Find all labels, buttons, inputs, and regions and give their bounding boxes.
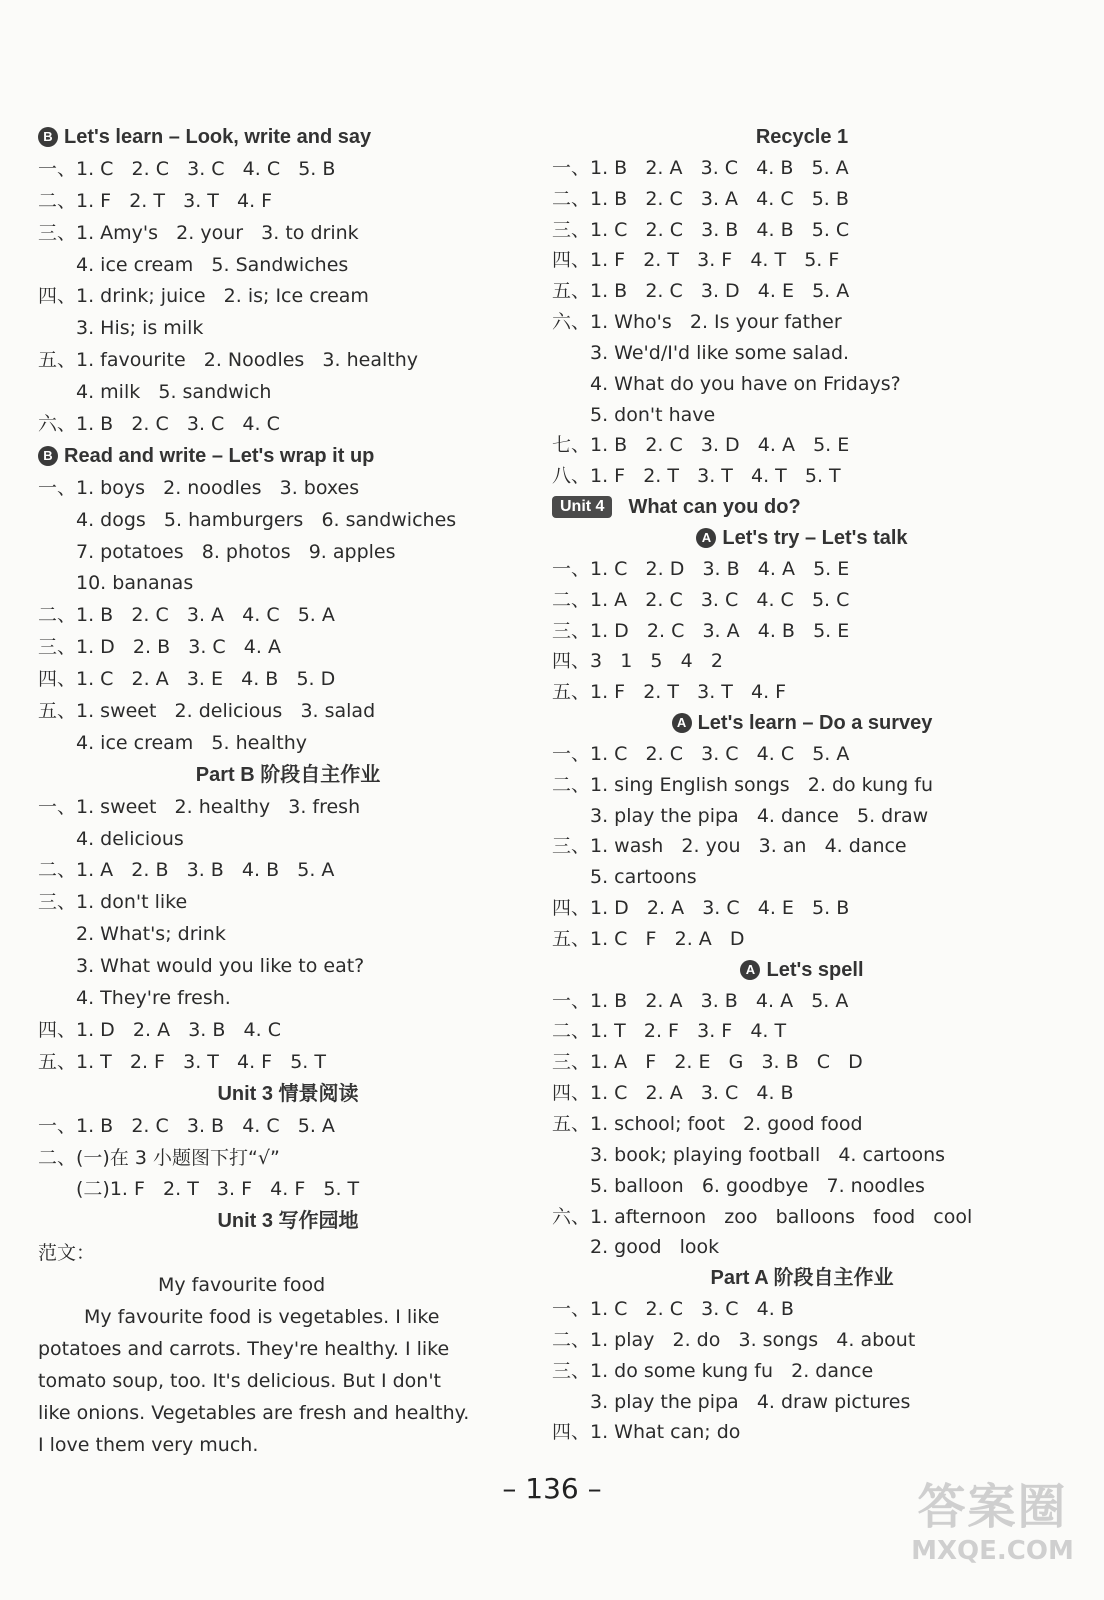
- answer-line: 3. play the pipa 4. dance 5. draw: [590, 804, 929, 827]
- answer-line: 4. What do you have on Fridays?: [590, 372, 901, 395]
- answer-line: 一、1. C 2. C 3. C 4. B: [552, 1298, 794, 1321]
- unit-label: Unit 4: [552, 496, 612, 518]
- answer-line: (二)1. F 2. T 3. F 4. F 5. T: [76, 1178, 360, 1201]
- answer-line: tomato soup, too. It's delicious. But I don't: [38, 1369, 441, 1392]
- answer-line: 二、1. B 2. C 3. A 4. C 5. A: [38, 604, 335, 627]
- answer-line: 三、1. C 2. C 3. B 4. B 5. C: [552, 218, 850, 241]
- part-badge-icon: A: [672, 713, 692, 733]
- section-heading-text: Unit 3 情景阅读: [217, 1082, 359, 1105]
- part-badge-icon: A: [740, 960, 760, 980]
- answer-line: 四、1. C 2. A 3. C 4. B: [552, 1082, 794, 1105]
- answer-line: 一、1. C 2. C 3. C 4. C 5. A: [552, 742, 850, 765]
- answer-line: 四、1. drink; juice 2. is; Ice cream: [38, 285, 369, 308]
- answer-line: 4. They're fresh.: [76, 987, 231, 1010]
- section-heading: [552, 1263, 1052, 1294]
- section-heading-text: Unit 3 写作园地: [217, 1210, 359, 1233]
- answer-line: 一、1. C 2. D 3. B 4. A 5. E: [552, 557, 850, 580]
- answer-line: 六、1. afternoon zoo balloons food cool: [552, 1205, 973, 1228]
- answer-line: potatoes and carrots. They're healthy. I like: [38, 1337, 450, 1360]
- section-heading-text: Let's learn – Look, write and say: [64, 126, 372, 148]
- answer-line: 一、1. B 2. A 3. C 4. B 5. A: [552, 156, 849, 179]
- answer-line: 四、1. C 2. A 3. E 4. B 5. D: [38, 668, 336, 691]
- answer-line: 六、1. B 2. C 3. C 4. C: [38, 413, 280, 436]
- answer-line: 3. His; is milk: [76, 317, 204, 340]
- answer-line: My favourite food is vegetables. I like: [84, 1305, 440, 1328]
- answer-line: 二、1. B 2. C 3. A 4. C 5. B: [552, 187, 849, 210]
- section-heading-text: Part A 阶段自主作业: [710, 1267, 894, 1290]
- section-heading-text: Part B 阶段自主作业: [195, 763, 381, 786]
- part-badge-icon: A: [696, 528, 716, 548]
- answer-line: 4. ice cream 5. Sandwiches: [76, 253, 349, 276]
- part-badge-icon: B: [38, 446, 58, 466]
- answer-line: My favourite food: [158, 1274, 326, 1297]
- answer-line: 一、1. sweet 2. healthy 3. fresh: [38, 795, 361, 818]
- watermark-url: MXQE.COM: [911, 1536, 1074, 1566]
- unit-heading: [552, 492, 1052, 523]
- section-heading: [38, 1206, 538, 1238]
- part-badge-icon: B: [38, 127, 58, 147]
- section-heading-text: Let's learn – Do a survey: [697, 712, 933, 735]
- answer-line: 二、(一)在 3 小题图下打“√”: [38, 1146, 280, 1169]
- page-number: – 136 –: [502, 1472, 602, 1505]
- answer-line: 五、1. school; foot 2. good food: [552, 1113, 863, 1135]
- section-heading: [38, 1079, 538, 1111]
- answer-line: I love them very much.: [38, 1433, 259, 1456]
- answer-line: 四、3 1 5 4 2: [552, 650, 723, 673]
- section-heading: [38, 441, 538, 473]
- answer-line: 5. balloon 6. goodbye 7. noodles: [590, 1174, 925, 1197]
- section-heading: [552, 955, 1052, 986]
- answer-line: 一、1. boys 2. noodles 3. boxes: [38, 476, 360, 499]
- answer-line: 二、1. play 2. do 3. songs 4. about: [552, 1328, 916, 1351]
- answer-line: 五、1. sweet 2. delicious 3. salad: [38, 700, 376, 723]
- answer-line: 六、1. Who's 2. Is your father: [552, 311, 842, 334]
- section-heading-text: Read and write – Let's wrap it up: [64, 444, 375, 467]
- answer-line: 二、1. T 2. F 3. F 4. T: [552, 1020, 787, 1043]
- answer-line: 一、1. B 2. C 3. B 4. C 5. A: [38, 1114, 335, 1137]
- watermark-text: 答案圈: [917, 1479, 1068, 1535]
- answer-line: 一、1. C 2. C 3. C 4. C 5. B: [38, 157, 336, 180]
- answer-line: 八、1. F 2. T 3. T 4. T 5. T: [552, 465, 841, 488]
- answer-line: 2. good look: [590, 1236, 720, 1259]
- answer-line: 七、1. B 2. C 3. D 4. A 5. E: [552, 434, 850, 457]
- answer-line: 三、1. D 2. B 3. C 4. A: [38, 636, 281, 659]
- answer-line: 7. potatoes 8. photos 9. apples: [76, 540, 396, 563]
- answer-line: 二、1. A 2. B 3. B 4. B 5. A: [38, 859, 335, 882]
- answer-line: 5. don't have: [590, 403, 716, 426]
- answer-line: 三、1. D 2. C 3. A 4. B 5. E: [552, 619, 850, 642]
- watermark-logo: [905, 1478, 1080, 1578]
- answer-line: 4. milk 5. sandwich: [76, 381, 272, 404]
- answer-line: 四、1. D 2. A 3. C 4. E 5. B: [552, 897, 850, 920]
- answer-line: 10. bananas: [76, 572, 194, 595]
- answer-line: 2. What's; drink: [76, 923, 226, 946]
- left-column: [38, 122, 538, 1461]
- answer-line: 二、1. A 2. C 3. C 4. C 5. C: [552, 588, 850, 611]
- answer-line: 4. dogs 5. hamburgers 6. sandwiches: [76, 508, 457, 531]
- answer-line: 三、1. wash 2. you 3. an 4. dance: [552, 835, 907, 858]
- answer-line: 五、1. B 2. C 3. D 4. E 5. A: [552, 280, 850, 303]
- answer-line: 范文：: [38, 1242, 96, 1265]
- section-heading-text: Recycle 1: [755, 126, 849, 148]
- answer-line: 3. play the pipa 4. draw pictures: [590, 1390, 911, 1413]
- answer-line: 五、1. C F 2. A D: [552, 927, 745, 950]
- section-heading: [552, 708, 1052, 739]
- answer-line: 一、1. B 2. A 3. B 4. A 5. A: [552, 989, 849, 1012]
- section-heading-text: Let's spell: [766, 958, 864, 981]
- answer-line: 4. ice cream 5. healthy: [76, 731, 307, 754]
- answer-line: 3. What would you like to eat?: [76, 955, 365, 978]
- answer-line: 四、1. What can; do: [552, 1421, 741, 1444]
- section-heading: [552, 523, 1052, 554]
- answer-line: like onions. Vegetables are fresh and healthy.: [38, 1401, 470, 1424]
- answer-line: 5. cartoons: [590, 866, 697, 889]
- answer-line: 二、1. sing English songs 2. do kung fu: [552, 773, 934, 796]
- answer-line: 三、1. do some kung fu 2. dance: [552, 1359, 874, 1382]
- answer-line: 三、1. A F 2. E G 3. B C D: [552, 1051, 863, 1074]
- section-heading-text: Let's try – Let's talk: [722, 526, 908, 549]
- section-heading: [38, 760, 538, 792]
- answer-line: 三、1. Amy's 2. your 3. to drink: [38, 221, 359, 244]
- unit-title: What can you do?: [628, 496, 801, 519]
- answer-line: 四、1. F 2. T 3. F 4. T 5. F: [552, 249, 840, 272]
- answer-line: 4. delicious: [76, 827, 184, 850]
- answer-line: 五、1. F 2. T 3. T 4. F: [552, 681, 787, 704]
- section-heading: [38, 122, 538, 154]
- right-column: [552, 122, 1052, 1448]
- section-heading: [552, 122, 1052, 153]
- answer-line: 四、1. D 2. A 3. B 4. C: [38, 1018, 281, 1041]
- answer-line: 二、1. F 2. T 3. T 4. F: [38, 189, 273, 212]
- answer-line: 五、1. T 2. F 3. T 4. F 5. T: [38, 1050, 326, 1073]
- answer-line: 3. book; playing football 4. cartoons: [590, 1143, 946, 1166]
- answer-line: 五、1. favourite 2. Noodles 3. healthy: [38, 349, 418, 372]
- answer-line: 3. We'd/I'd like some salad.: [590, 341, 850, 364]
- answer-line: 三、1. don't like: [38, 891, 188, 914]
